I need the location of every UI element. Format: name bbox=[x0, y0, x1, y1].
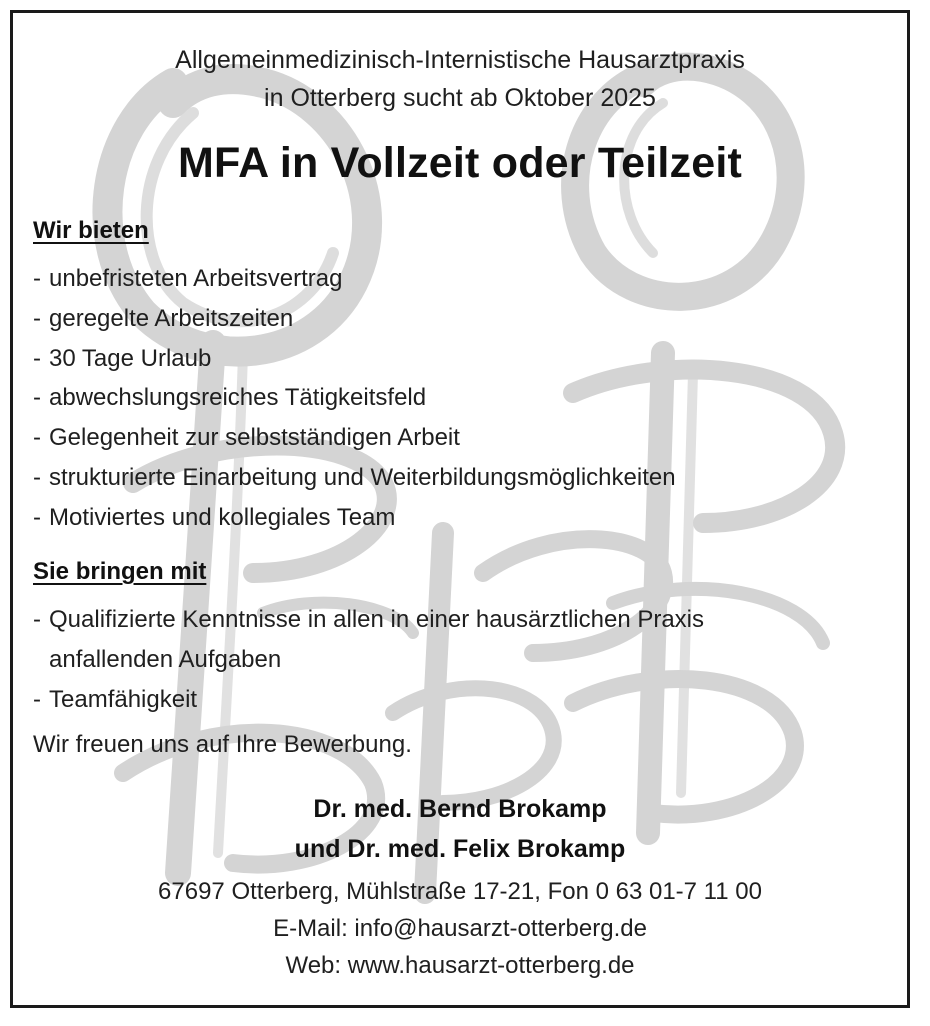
job-headline: MFA in Vollzeit oder Teilzeit bbox=[177, 139, 743, 187]
offer-list bbox=[33, 259, 676, 538]
practice-intro bbox=[13, 41, 907, 117]
list-item: - abwechslungsreiches Tätigkeitsfeld bbox=[33, 384, 427, 412]
address-line: 67697 Otterberg, Mühlstraße 17-21, Fon 0 63 01-7 11 00 bbox=[158, 878, 762, 905]
list-item: - Qualifizierte Kenntnisse in allen in einer hausärztlichen Praxis anfallenden Aufgaben bbox=[33, 606, 705, 673]
closing-text: Wir freuen uns auf Ihre Bewerbung. bbox=[33, 731, 412, 758]
doctor-name-2: und Dr. med. Felix Brokamp bbox=[294, 835, 626, 863]
intro-line-2: in Otterberg sucht ab Oktober 2025 bbox=[264, 84, 656, 112]
requirements-list bbox=[33, 600, 704, 719]
ad-content bbox=[13, 13, 907, 1005]
list-item: - unbefristeten Arbeitsvertrag bbox=[33, 265, 343, 292]
list-item: - Motiviertes und kollegiales Team bbox=[33, 503, 396, 531]
signature-block bbox=[13, 789, 907, 869]
web-line: Web: www.hausarzt-otterberg.de bbox=[285, 952, 635, 979]
job-ad-frame bbox=[10, 10, 910, 1008]
list-item: - Teamfähigkeit bbox=[33, 685, 198, 713]
email-line: E-Mail: info@hausarzt-otterberg.de bbox=[273, 915, 647, 942]
requirements-section-title: Sie bringen mit bbox=[33, 558, 207, 585]
offer-section-title: Wir bieten bbox=[33, 217, 149, 244]
list-item: - strukturierte Einarbeitung und Weiterbildungsmöglichkeiten bbox=[33, 463, 676, 491]
list-item: - Gelegenheit zur selbstständigen Arbeit bbox=[33, 424, 460, 452]
doctor-name-1: Dr. med. Bernd Brokamp bbox=[313, 795, 607, 823]
list-item: - geregelte Arbeitszeiten bbox=[33, 304, 294, 332]
intro-line-1: Allgemeinmedizinisch-Internistische Hausarztpraxis bbox=[175, 46, 745, 74]
list-item: - 30 Tage Urlaub bbox=[33, 344, 212, 372]
contact-block bbox=[13, 873, 907, 984]
